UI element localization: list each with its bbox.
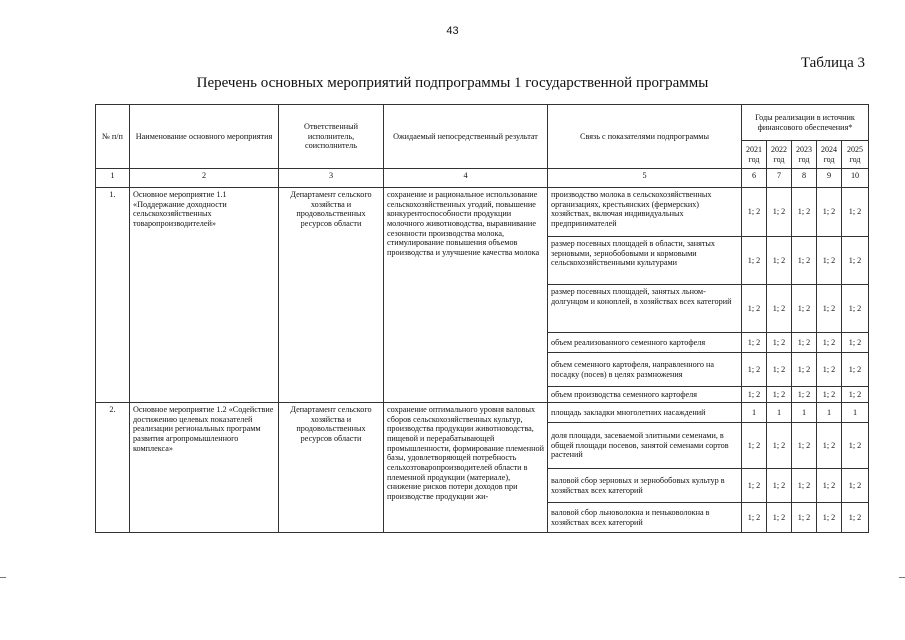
row-value: 1; 2 [742,285,767,333]
row-indicator: объем производства семенного картофеля [548,387,742,403]
row-value: 1; 2 [742,387,767,403]
row-indicator: производство молока в сельскохозяйственных организациях, крестьянских (фермерских) хозяйствах, включая индивидуальных предпринимателей [548,188,742,237]
row-value: 1 [792,403,817,423]
row-value: 1; 2 [742,423,767,469]
row-value: 1; 2 [767,387,792,403]
column-number: 4 [384,169,548,188]
column-number-row [96,169,869,188]
row-result: сохранение оптимального уровня валовых сборов сельскохозяйственных культур, производства продукции животноводства, пищевой и перерабатывающей промышленности, формирование племенной базы, удовлетворяющей потребность сельхозтоваропроизводителей области в племенной продукции (материале), снижение рисков потери доходов при производстве продукции жи- [384,403,548,533]
page-edge-mark [0,577,6,578]
row-responsible: Департамент сельского хозяйства и продовольственных ресурсов области [279,403,384,533]
row-value: 1; 2 [792,353,817,387]
row-indicator: размер посевных площадей, занятых льном-долгунцом и коноплей, в хозяйствах всех категорий [548,285,742,333]
row-value: 1; 2 [792,503,817,533]
row-value: 1; 2 [742,188,767,237]
row-value: 1; 2 [742,469,767,503]
header-num: № п/п [96,105,130,169]
row-value: 1; 2 [742,353,767,387]
row-value: 1; 2 [842,285,869,333]
row-indicator: размер посевных площадей в области, занятых зерновыми, зернобобовыми и кормовыми сельскохозяйственными культурами [548,237,742,285]
row-value: 1; 2 [817,333,842,353]
row-value: 1; 2 [842,387,869,403]
row-value: 1; 2 [792,387,817,403]
row-value: 1; 2 [767,333,792,353]
row-value: 1; 2 [742,503,767,533]
column-number: 7 [767,169,792,188]
row-measure-name: Основное мероприятие 1.1 «Поддержание доходности сельскохозяйственных товаропроизводителей» [130,188,279,403]
column-number: 6 [742,169,767,188]
column-number: 9 [817,169,842,188]
header-result: Ожидаемый непосредственный результат [384,105,548,169]
column-number: 5 [548,169,742,188]
row-value: 1; 2 [767,237,792,285]
header-years-group: Годы реализации в источник финансового обеспечения* [742,105,869,141]
header-year: 2025 год [842,141,869,169]
measures-table [95,104,869,533]
column-number: 3 [279,169,384,188]
row-value: 1; 2 [767,469,792,503]
table-row [96,188,869,237]
row-value: 1; 2 [767,188,792,237]
header-year: 2021 год [742,141,767,169]
row-indicator: объем семенного картофеля, направленного на посадку (посев) в целях размножения [548,353,742,387]
row-value: 1; 2 [817,237,842,285]
row-value: 1; 2 [842,423,869,469]
row-indicator: валовой сбор льноволокна и пеньковолокна в хозяйствах всех категорий [548,503,742,533]
row-value: 1; 2 [842,237,869,285]
row-value: 1; 2 [842,503,869,533]
row-indicator: валовой сбор зерновых и зернобобовых культур в хозяйствах всех категорий [548,469,742,503]
header-year: 2023 год [792,141,817,169]
row-value: 1; 2 [842,333,869,353]
header-year: 2022 год [767,141,792,169]
column-number: 8 [792,169,817,188]
row-value: 1; 2 [842,188,869,237]
row-value: 1; 2 [792,188,817,237]
row-value: 1; 2 [842,353,869,387]
row-value: 1; 2 [792,237,817,285]
row-indicator: площадь закладки многолетних насаждений [548,403,742,423]
row-value: 1 [742,403,767,423]
row-indicator: доля площади, засеваемой элитными семенами, в общей площади посевов, занятой семенами сортов растений [548,423,742,469]
row-value: 1; 2 [817,423,842,469]
row-num: 1. [96,188,130,403]
row-value: 1; 2 [817,353,842,387]
row-value: 1; 2 [817,469,842,503]
row-result: сохранение и рациональное использование сельскохозяйственных угодий, повышение конкурентоспособности продукции молочного животноводства, выравнивание сезонности производства молока, стимулирование повышения объемов производства и улучшение качества молока [384,188,548,403]
row-value: 1 [842,403,869,423]
row-value: 1; 2 [767,503,792,533]
table-label: Таблица 3 [800,55,865,71]
row-value: 1; 2 [792,285,817,333]
row-value: 1; 2 [767,285,792,333]
row-value: 1; 2 [792,333,817,353]
row-value: 1; 2 [767,423,792,469]
row-value: 1; 2 [767,353,792,387]
row-value: 1; 2 [792,469,817,503]
document-title: Перечень основных мероприятий подпрограммы 1 государственной программы [196,75,709,91]
row-value: 1; 2 [817,387,842,403]
row-indicator: объем реализованного семенного картофеля [548,333,742,353]
row-value: 1; 2 [742,333,767,353]
row-value: 1; 2 [817,503,842,533]
column-number: 10 [842,169,869,188]
column-number: 2 [130,169,279,188]
row-responsible: Департамент сельского хозяйства и продовольственных ресурсов области [279,188,384,403]
row-value: 1; 2 [817,188,842,237]
column-number: 1 [96,169,130,188]
row-value: 1; 2 [792,423,817,469]
row-value: 1; 2 [842,469,869,503]
header-responsible: Ответственный исполнитель, соисполнитель [279,105,384,169]
table-row [96,403,869,423]
header-name: Наименование основного мероприятия [130,105,279,169]
row-value: 1; 2 [817,285,842,333]
page-number: 43 [446,25,459,37]
row-measure-name: Основное мероприятие 1.2 «Содействие достижению целевых показателей реализации региональных программ развития агропромышленного комплекса» [130,403,279,533]
row-num: 2. [96,403,130,533]
row-value: 1 [767,403,792,423]
row-value: 1 [817,403,842,423]
header-year: 2024 год [817,141,842,169]
row-value: 1; 2 [742,237,767,285]
header-link: Связь с показателями подпрограммы [548,105,742,169]
page-edge-mark [899,577,905,578]
